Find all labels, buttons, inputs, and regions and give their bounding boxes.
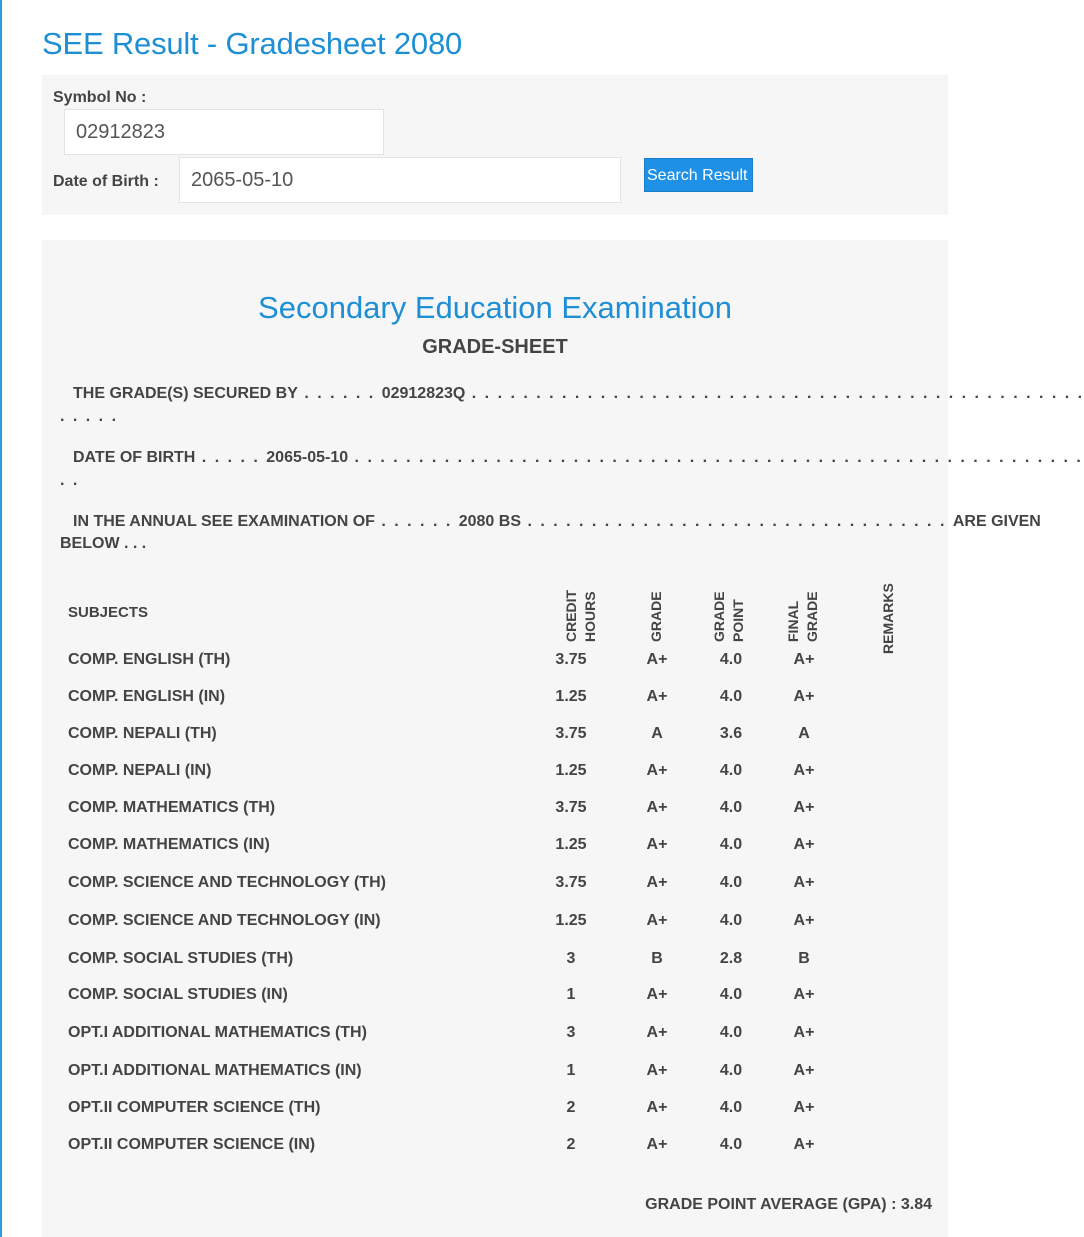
dotted-leader: . . . . . . . . . . . . . . . . . . . . . . . . . . . . . . . . . [521, 513, 953, 530]
gpa-value: 3.84 [900, 1196, 932, 1213]
table-row [42, 836, 948, 873]
final-grade-cell: A+ [793, 1024, 815, 1041]
grade-point-cell: 4.0 [719, 912, 743, 929]
table-row [42, 799, 948, 836]
subject-cell: COMP. SOCIAL STUDIES (IN) [68, 986, 288, 1003]
final-grade-cell: B [798, 950, 810, 967]
symbol-number-input[interactable]: 02912823 [64, 109, 384, 155]
grade-point-cell: 3.6 [719, 725, 743, 742]
grade-point-header: GRADE POINT [711, 591, 746, 642]
exam-title: Secondary Education Examination [258, 290, 732, 325]
grade-point-cell: 4.0 [719, 651, 743, 668]
grade-point-cell: 4.0 [719, 836, 743, 853]
grade-cell: A+ [646, 874, 668, 891]
credit-hours-cell: 3 [566, 950, 576, 967]
subject-cell: COMP. NEPALI (IN) [68, 762, 212, 779]
grade-point-cell: 4.0 [719, 1024, 743, 1041]
table-row [42, 1062, 948, 1099]
table-row [42, 688, 948, 725]
credit-hours-cell: 1 [566, 986, 576, 1003]
dotted-leader: . . [60, 472, 80, 489]
grade-point-cell: 4.0 [719, 762, 743, 779]
subject-cell: COMP. ENGLISH (IN) [68, 688, 226, 705]
credit-hours-header: CREDIT HOURS [563, 589, 598, 642]
final-grade-cell: A+ [793, 1099, 815, 1116]
dob-value: 2065-05-10 [266, 449, 349, 466]
gradesheet-panel [42, 240, 1084, 1237]
exam-prefix: IN THE ANNUAL SEE EXAMINATION OF [73, 513, 375, 530]
page-left-border [0, 0, 2, 1237]
grade-cell: A+ [646, 986, 668, 1003]
exam-year-line [73, 513, 1041, 531]
table-row [42, 762, 948, 799]
dotted-leader: . . . . . . . . . . . . . . . . . . . . . . . . . . . . . . . . . . . . . . . . . . . . . . . . . . . . . . . . . [348, 449, 1083, 466]
subject-cell: COMP. MATHEMATICS (TH) [68, 799, 276, 816]
grade-cell: A+ [646, 1024, 668, 1041]
final-grade-cell: A+ [793, 836, 815, 853]
secured-by-prefix: THE GRADE(S) SECURED BY [73, 385, 298, 402]
credit-hours-cell: 1.25 [555, 762, 587, 779]
search-form [42, 75, 948, 215]
credit-hours-cell: 1 [566, 1062, 576, 1079]
credit-hours-cell: 3.75 [555, 874, 587, 891]
subject-cell: COMP. SCIENCE AND TECHNOLOGY (TH) [68, 874, 386, 891]
final-grade-cell: A+ [793, 1136, 815, 1153]
subject-cell: OPT.I ADDITIONAL MATHEMATICS (IN) [68, 1062, 362, 1079]
table-row [42, 1099, 948, 1136]
final-grade-cell: A [798, 725, 810, 742]
subject-cell: COMP. SCIENCE AND TECHNOLOGY (IN) [68, 912, 381, 929]
grade-cell: A+ [646, 651, 668, 668]
search-result-button[interactable]: Search Result [644, 158, 753, 192]
final-grade-cell: A+ [793, 1062, 815, 1079]
table-row [42, 912, 948, 949]
table-row [42, 725, 948, 762]
table-row [42, 651, 948, 688]
subject-cell: COMP. NEPALI (TH) [68, 725, 217, 742]
grade-cell: A+ [646, 799, 668, 816]
grade-cell: A+ [646, 912, 668, 929]
final-grade-cell: A+ [793, 651, 815, 668]
final-grade-cell: A+ [793, 912, 815, 929]
subject-cell: COMP. MATHEMATICS (IN) [68, 836, 270, 853]
gpa-line [645, 1196, 932, 1214]
credit-hours-cell: 1.25 [555, 688, 587, 705]
grade-cell: A+ [646, 1136, 668, 1153]
remarks-header: REMARKS [880, 583, 896, 654]
subject-cell: COMP. SOCIAL STUDIES (TH) [68, 950, 294, 967]
date-of-birth-label: Date of Birth : [53, 173, 159, 190]
credit-hours-cell: 2 [566, 1099, 576, 1116]
symbol-number-label: Symbol No : [53, 89, 147, 106]
exam-year: 2080 BS [458, 513, 521, 530]
subjects-header: SUBJECTS [68, 604, 149, 621]
subject-cell: COMP. ENGLISH (TH) [68, 651, 231, 668]
table-row [42, 950, 948, 987]
subject-cell: OPT.I ADDITIONAL MATHEMATICS (TH) [68, 1024, 367, 1041]
final-grade-header: FINAL GRADE [785, 591, 820, 642]
credit-hours-cell: 3.75 [555, 799, 587, 816]
grade-cell: B [651, 950, 663, 967]
page-title: SEE Result - Gradesheet 2080 [42, 26, 463, 61]
credit-hours-cell: 1.25 [555, 836, 587, 853]
secured-by-line [73, 385, 1084, 403]
grade-cell: A+ [646, 836, 668, 853]
final-grade-cell: A+ [793, 986, 815, 1003]
table-row [42, 1136, 948, 1173]
credit-hours-cell: 3.75 [555, 725, 587, 742]
date-of-birth-input[interactable]: 2065-05-10 [179, 157, 621, 203]
grade-cell: A+ [646, 762, 668, 779]
final-grade-cell: A+ [793, 762, 815, 779]
dotted-leader: . . . . . . . . . . . . . . . . . . . . . . . . . . . . . . . . . . . . . . . . . . . . . . . . [465, 385, 1084, 402]
dotted-leader: . . . . . [60, 408, 119, 425]
dotted-leader: . . . . . [195, 449, 267, 466]
credit-hours-cell: 2 [566, 1136, 576, 1153]
final-grade-cell: A+ [793, 874, 815, 891]
secured-by-value: 02912823Q [381, 385, 466, 402]
grade-point-cell: 4.0 [719, 799, 743, 816]
grade-cell: A+ [646, 688, 668, 705]
gradesheet-title: GRADE-SHEET [422, 336, 568, 358]
credit-hours-cell: 1.25 [555, 912, 587, 929]
grade-point-cell: 4.0 [719, 1099, 743, 1116]
subject-cell: OPT.II COMPUTER SCIENCE (TH) [68, 1099, 321, 1116]
exam-suffix: ARE GIVEN [952, 513, 1041, 530]
dotted-leader: . . . . . . [374, 513, 459, 530]
grade-cell: A+ [646, 1099, 668, 1116]
grade-point-cell: 2.8 [719, 950, 743, 967]
table-row [42, 986, 948, 1023]
final-grade-cell: A+ [793, 799, 815, 816]
gpa-label: GRADE POINT AVERAGE (GPA) : [645, 1196, 897, 1213]
table-row [42, 874, 948, 911]
grade-point-cell: 4.0 [719, 688, 743, 705]
grade-point-cell: 4.0 [719, 1136, 743, 1153]
dob-prefix: DATE OF BIRTH [73, 449, 196, 466]
grade-point-cell: 4.0 [719, 874, 743, 891]
grade-header: GRADE [648, 591, 664, 642]
dotted-leader: . . . . . . [297, 385, 382, 402]
grade-cell: A+ [646, 1062, 668, 1079]
exam-continued: BELOW . . . [60, 535, 147, 552]
subject-cell: OPT.II COMPUTER SCIENCE (IN) [68, 1136, 316, 1153]
date-of-birth-line [73, 449, 1083, 467]
credit-hours-cell: 3 [566, 1024, 576, 1041]
grade-point-cell: 4.0 [719, 986, 743, 1003]
final-grade-cell: A+ [793, 688, 815, 705]
grade-cell: A [651, 725, 663, 742]
credit-hours-cell: 3.75 [555, 651, 587, 668]
table-row [42, 1024, 948, 1061]
grade-point-cell: 4.0 [719, 1062, 743, 1079]
